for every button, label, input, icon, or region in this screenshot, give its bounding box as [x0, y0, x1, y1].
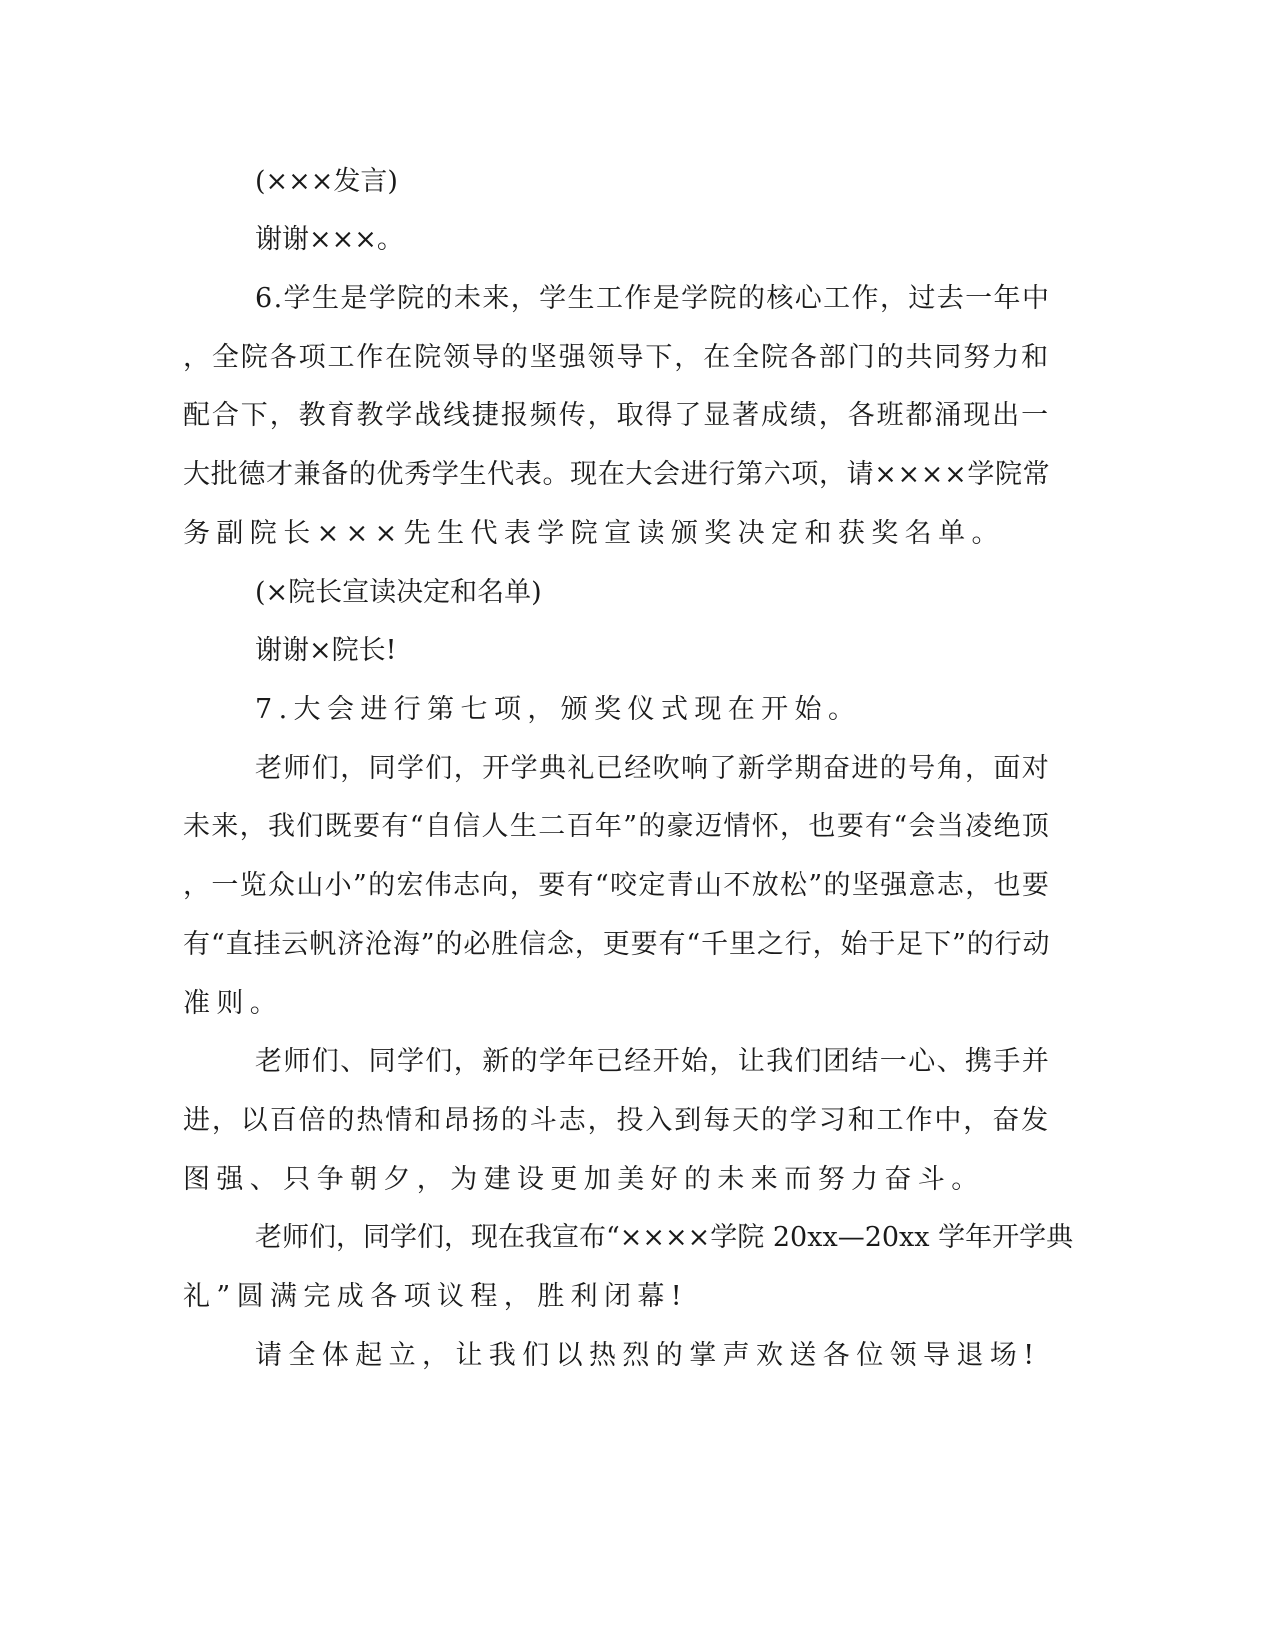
text-line: (×××发言) [255, 166, 398, 197]
text-line: 请全体起立，让我们以热烈的掌声欢送各位领导退场! [255, 1340, 1041, 1371]
text-line: 图强、只争朝夕，为建设更加美好的未来而努力奋斗。 [183, 1164, 985, 1195]
text-line: 准则。 [183, 988, 284, 1019]
text-line: 务副院长×××先生代表学院宣读颁奖决定和获奖名单。 [183, 518, 1005, 549]
text-line: 6.学生是学院的未来，学生工作是学院的核心工作，过去一年中 [255, 283, 1051, 314]
text-line: (×院长宣读决定和名单) [255, 577, 542, 608]
text-line: 老师们，同学们，现在我宣布“××××学院 20xx—20xx 学年开学典 [255, 1222, 1074, 1253]
text-line: 礼”圆满完成各项议程，胜利闭幕! [183, 1281, 689, 1312]
text-line: ，一览众山小”的宏伟志向，要有“咬定青山不放松”的坚强意志，也要 [183, 870, 1051, 901]
text-line: 谢谢×院长! [255, 635, 397, 666]
text-line: 进，以百倍的热情和昂扬的斗志，投入到每天的学习和工作中，奋发 [183, 1105, 1050, 1136]
text-line: 7.大会进行第七项，颁奖仪式现在开始。 [255, 694, 862, 725]
text-line: ，全院各项工作在院领导的坚强领导下，在全院各部门的共同努力和 [183, 342, 1050, 373]
text-line: 配合下，教育教学战线捷报频传，取得了显著成绩，各班都涌现出一 [183, 400, 1050, 431]
text-line: 大批德才兼备的优秀学生代表。现在大会进行第六项，请××××学院常 [183, 459, 1051, 490]
text-line: 有“直挂云帆济沧海”的必胜信念，更要有“千里之行，始于足下”的行动 [183, 929, 1051, 960]
text-line: 老师们、同学们，新的学年已经开始，让我们团结一心、携手并 [255, 1046, 1051, 1077]
text-line: 未来，我们既要有“自信人生二百年”的豪迈情怀，也要有“会当凌绝顶 [183, 811, 1051, 842]
text-line: 谢谢×××。 [255, 224, 404, 255]
text-line: 老师们，同学们，开学典礼已经吹响了新学期奋进的号角，面对 [255, 753, 1051, 784]
